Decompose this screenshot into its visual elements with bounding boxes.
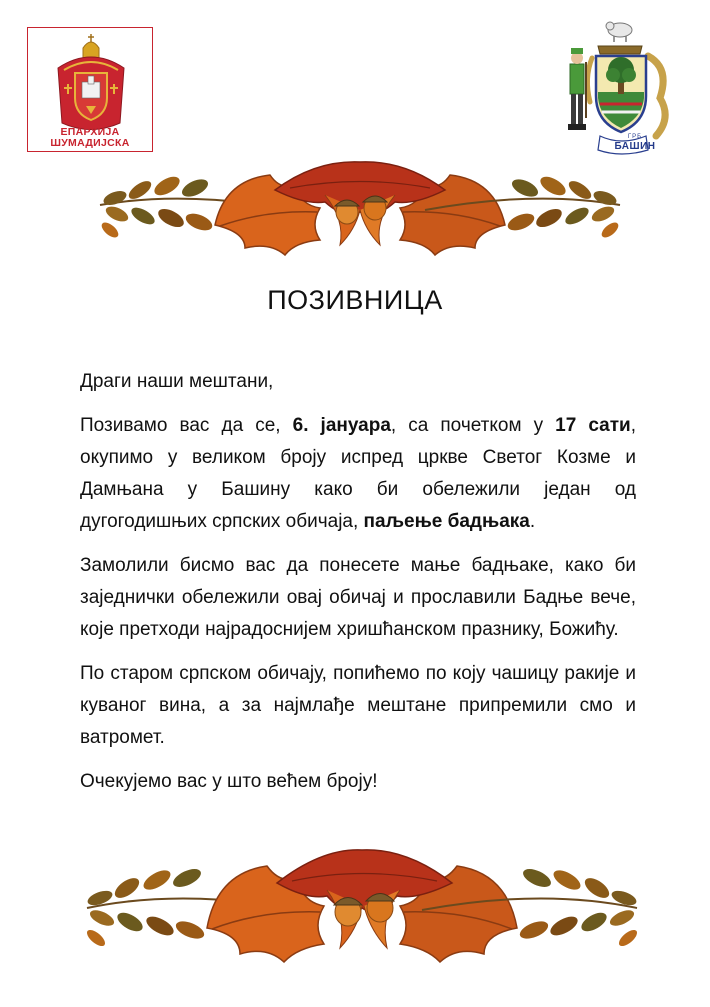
p1-text-1: Позивамо вас да се, [80,415,293,436]
p1-text-4: . [529,511,536,532]
event-custom: паљење бадњака [363,511,530,532]
page-title: ПОЗИВНИЦА [267,285,443,315]
village-logo [560,18,680,155]
paragraph-1 [80,410,636,538]
event-time: 17 сати [555,415,631,436]
diocese-logo [27,27,153,152]
paragraph-3: По старом српском обичају, попићемо по коју чашицу ракије и куваног вина, а за најмлађе мештане припремили смо и ватромет. [80,663,636,748]
diocese-caption-line1: ЕПАРХИЈА [60,126,120,138]
village-crest-small-caption: ГРБ [627,134,643,140]
p1-text-2: , са почетком у [390,415,556,436]
bottom-autumn-leaves-garland [82,838,642,968]
event-date: 6. јануара [292,415,391,436]
p1-text-3: , окупимо у великом броју испред цркве Светог Козме и Дамњана у Башину како би обележили један од дугогодишњих српских обичаја, [80,415,637,532]
top-autumn-leaves-garland [95,150,625,260]
diocese-caption-line2: ШУМАДИЈСКА [50,137,130,149]
invitation-body [80,366,636,810]
paragraph-2: Замолили бисмо вас да понесете мање бадњаке, како би заједнички обележили овај обичај и прославили Бадње вече, које претходи најрадоснијем хришћанском празнику, Божићу. [80,555,636,640]
closing-line: Очекујемо вас у што већем броју! [80,771,378,792]
village-crest-caption: БАШИН [614,141,656,152]
greeting: Драги наши мештани, [80,371,274,392]
